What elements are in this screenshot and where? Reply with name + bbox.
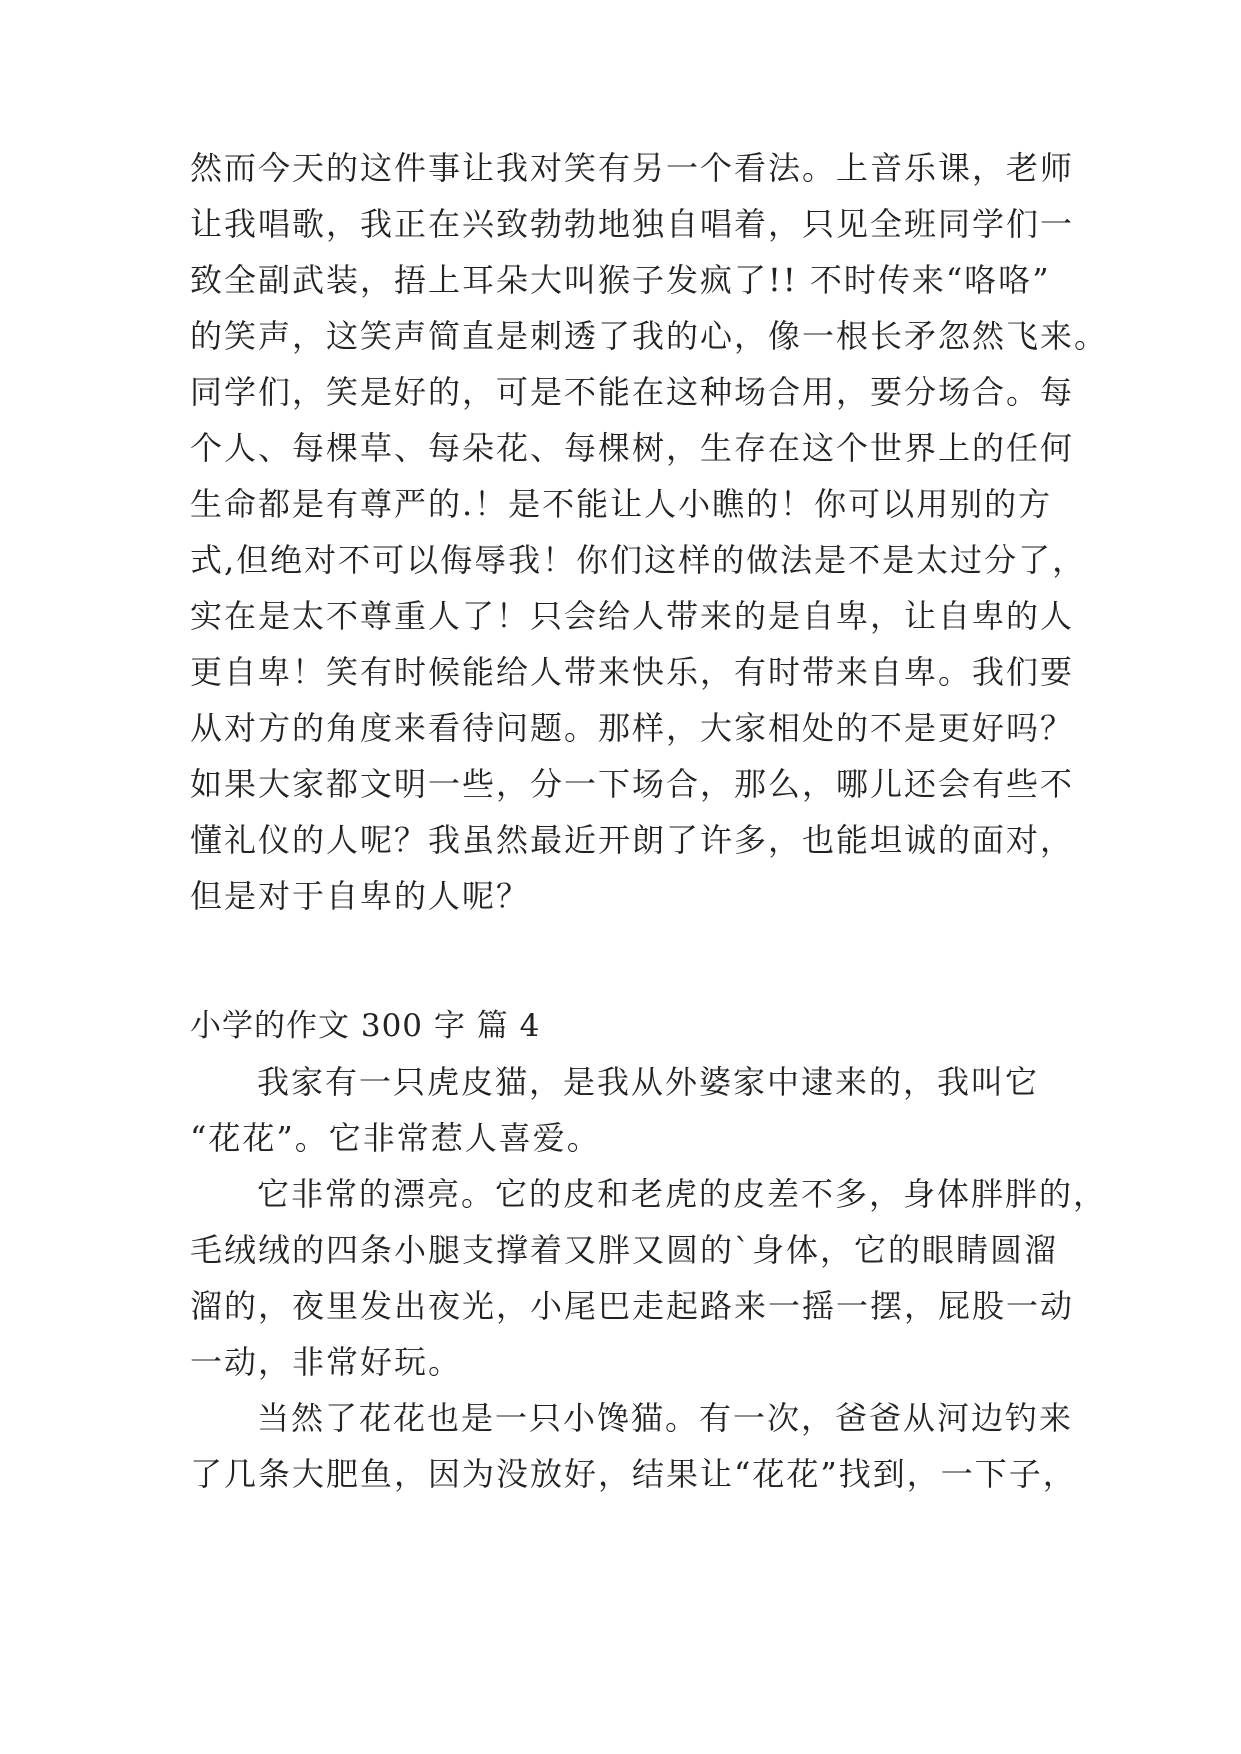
text-line: 式,但绝对不可以侮辱我！你们这样的做法是不是太过分了，: [190, 541, 1087, 579]
text-line: 个人、每棵草、每朵花、每棵树，生存在这个世界上的任何: [190, 429, 1075, 467]
text-line: 致全副武装，捂上耳朵大叫猴子发疯了!! 不时传来“咯咯”: [190, 261, 1051, 299]
text-line: 毛绒绒的四条小腿支撑着又胖又圆的`身体，它的眼睛圆溜: [190, 1231, 1059, 1269]
text-line: 溜的，夜里发出夜光，小尾巴走起路来一摇一摆，屁股一动: [190, 1287, 1075, 1325]
text-line: “花花”。它非常惹人喜爱。: [190, 1119, 601, 1157]
text-line: 了几条大肥鱼，因为没放好，结果让“花花”找到，一下子，: [190, 1455, 1077, 1493]
text-line: 实在是太不尊重人了！只会给人带来的是自卑，让自卑的人: [190, 597, 1075, 635]
text-line: 懂礼仪的人呢？我虽然最近开朗了许多，也能坦诚的面对，: [190, 821, 1075, 859]
text-line: 然而今天的这件事让我对笑有另一个看法。上音乐课，老师: [190, 149, 1075, 187]
text-line: 它非常的漂亮。它的皮和老虎的皮差不多，身体胖胖的，: [257, 1175, 1108, 1213]
text-line: 但是对于自卑的人呢？: [190, 877, 531, 915]
text-line: 如果大家都文明一些，分一下场合，那么，哪儿还会有些不: [190, 765, 1075, 803]
text-line: 同学们，笑是好的，可是不能在这种场合用，要分场合。每: [190, 373, 1075, 411]
section-heading: 小学的作文 300 字 篇 4: [190, 1008, 541, 1044]
text-line: 一动，非常好玩。: [190, 1343, 463, 1381]
text-line: 让我唱歌，我正在兴致勃勃地独自唱着，只见全班同学们一: [190, 205, 1075, 243]
text-line: 更自卑！笑有时候能给人带来快乐，有时带来自卑。我们要: [190, 653, 1075, 691]
text-line: 我家有一只虎皮猫，是我从外婆家中逮来的，我叫它: [257, 1063, 1040, 1101]
text-line: 生命都是有尊严的.！是不能让人小瞧的！你可以用别的方: [190, 485, 1053, 523]
text-line: 从对方的角度来看待问题。那样，大家相处的不是更好吗？: [190, 709, 1075, 747]
text-line: 当然了花花也是一只小馋猫。有一次，爸爸从河边钓来: [257, 1399, 1074, 1437]
text-line: 的笑声，这笑声简直是刺透了我的心，像一根长矛忽然飞来。: [190, 317, 1109, 355]
